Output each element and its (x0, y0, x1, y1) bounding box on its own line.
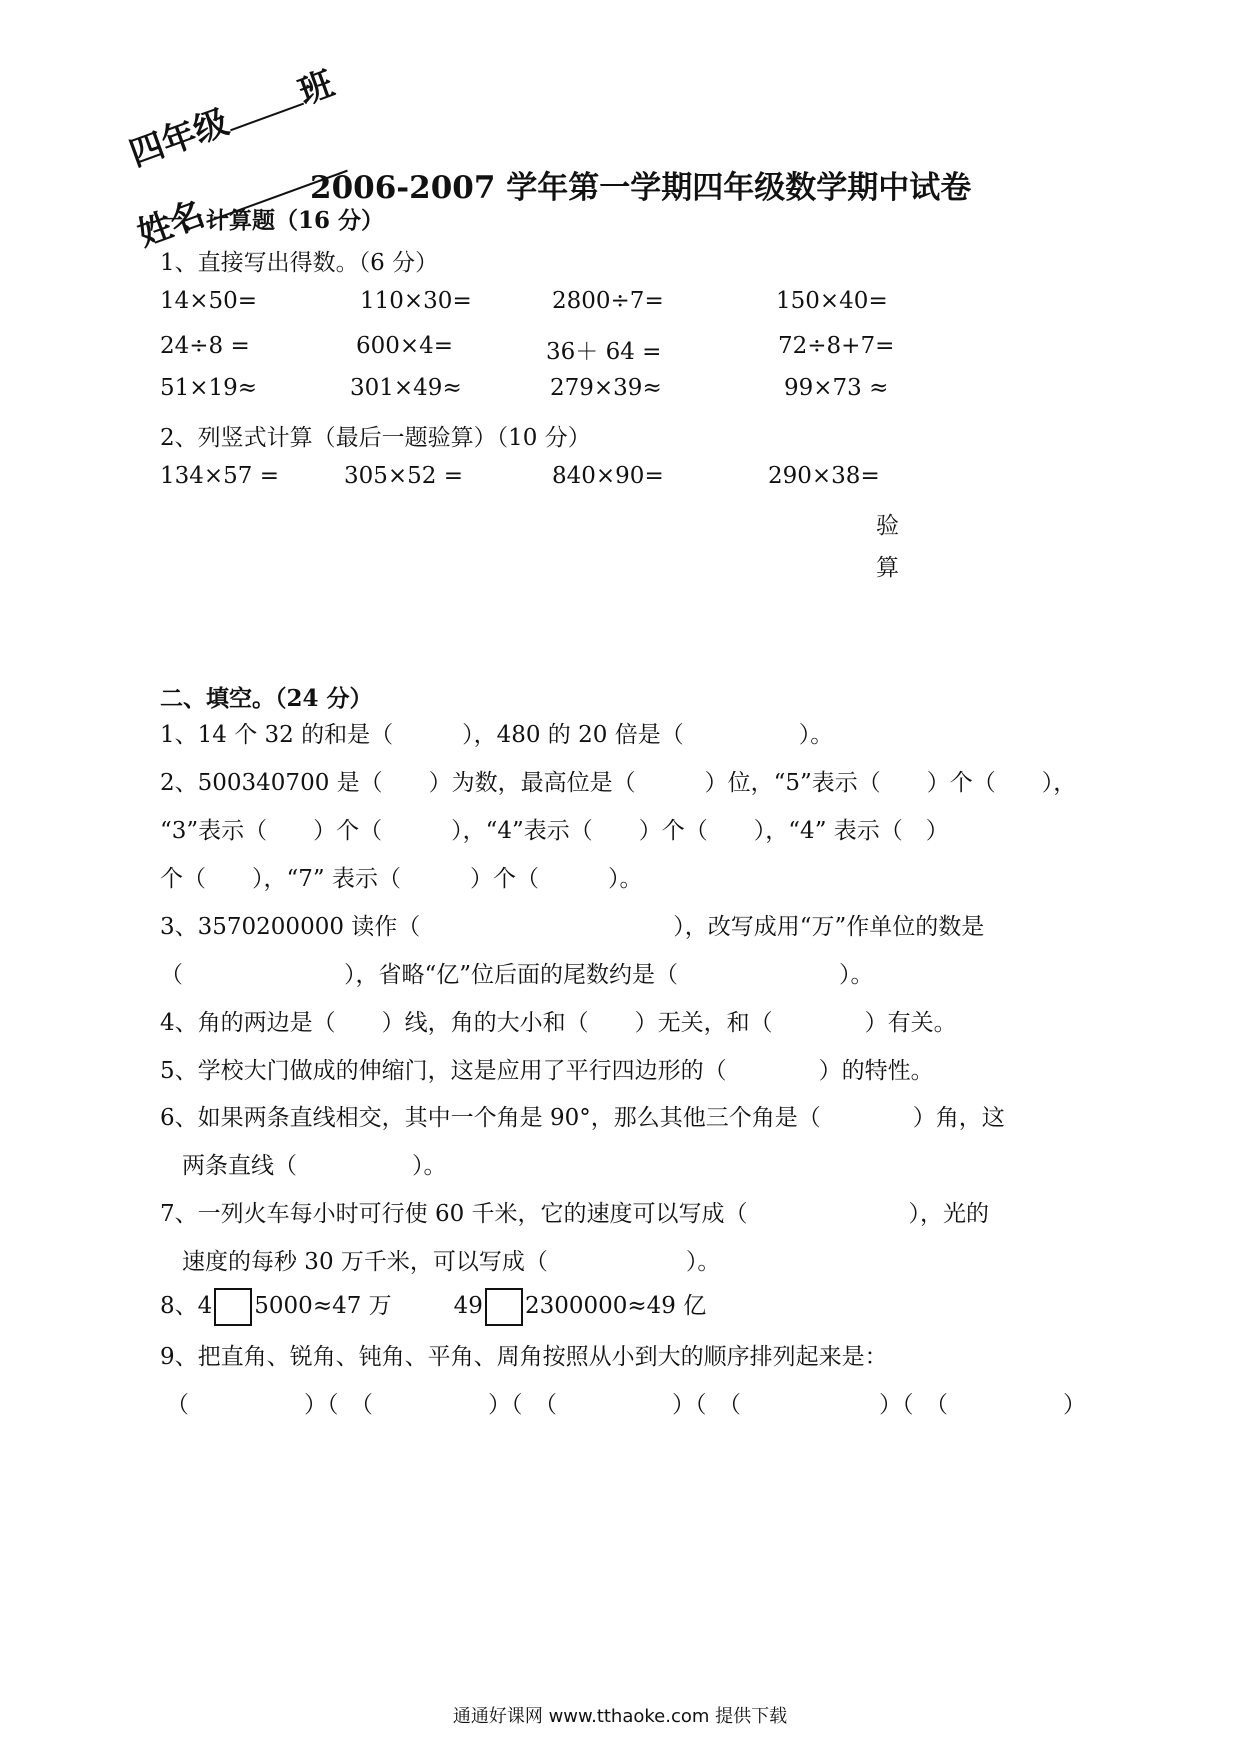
check-char-2: 算 (876, 555, 899, 581)
vertical-calc-1: 134×57 = (160, 463, 280, 489)
q8-a-box[interactable] (214, 1288, 252, 1326)
section2-heading: 二、填空。（24 分） (160, 685, 373, 712)
check-char-1: 验 (876, 513, 899, 539)
q8-b-box[interactable] (485, 1288, 523, 1326)
fill-line-10: 两条直线（ ）。 (182, 1153, 447, 1179)
fill-line-9: 6、如果两条直线相交，其中一个角是 90°，那么其他三个角是（ ）角，这 (160, 1105, 1005, 1131)
q8-a-pre: 8、4 (160, 1293, 213, 1319)
q8-a-post: 5000≈47 万 (254, 1293, 392, 1319)
name-label: 姓名 (132, 193, 210, 255)
q2-label: 2、列竖式计算（最后一题验算）（10 分） (160, 425, 591, 451)
q8-line (160, 1287, 706, 1326)
calc-r2c3: 99×73 ≈ (784, 375, 889, 401)
calc-r0c3: 150×40= (776, 288, 888, 314)
calc-r1c1: 600×4= (356, 333, 454, 359)
calc-r2c2: 279×39≈ (550, 375, 662, 401)
fill-line-3: “3”表示（ ）个（ ），“4”表示（ ）个（ ），“4” 表示（ ） (160, 818, 949, 844)
fill-line-6: （ ），省略“亿”位后面的尾数约是（ ）。 (160, 962, 874, 988)
calc-r0c0: 14×50= (160, 288, 258, 314)
fill-line-8: 5、学校大门做成的伸缩门，这是应用了平行四边形的（ ）的特性。 (160, 1058, 934, 1084)
class-label: 班 (293, 63, 340, 114)
calc-r2c1: 301×49≈ (350, 375, 462, 401)
class-blank (222, 80, 304, 131)
q9-line: 9、把直角、锐角、钝角、平角、周角按照从小到大的顺序排列起来是： (160, 1344, 888, 1370)
calc-r1c3: 72÷8+7= (778, 333, 895, 359)
fill-line-12: 速度的每秒 30 万千米，可以写成（ ）。 (182, 1249, 721, 1275)
page-title: 2006-2007 学年第一学期四年级数学期中试卷 (310, 170, 972, 206)
fill-line-5: 3、3570200000 读作（ ），改写成用“万”作单位的数是 (160, 914, 985, 940)
fill-line-11: 7、一列火车每小时可行使 60 千米，它的速度可以写成（ ），光的 (160, 1201, 990, 1227)
q8-b-pre: 49 (453, 1293, 483, 1319)
fill-line-4: 个（ ），“7” 表示（ ）个（ ）。 (160, 866, 643, 892)
calc-r1c2: 36＋ 64 = (546, 339, 662, 365)
vertical-calc-2: 305×52 = (344, 463, 464, 489)
calc-r0c1: 110×30= (360, 288, 472, 314)
fill-line-1: 1、14 个 32 的和是（ ），480 的 20 倍是（ ）。 (160, 722, 834, 748)
vertical-calc-4: 290×38= (768, 463, 880, 489)
section1-heading: 一、计算题（16 分） (160, 207, 385, 234)
grade-label: 四年级 (124, 102, 234, 175)
q1-label: 1、直接写出得数。（6 分） (160, 250, 439, 276)
calc-r1c0: 24÷8 = (160, 333, 250, 359)
vertical-calc-3: 840×90= (552, 463, 664, 489)
calc-r0c2: 2800÷7= (552, 288, 664, 314)
q9-blanks: （ ）（ （ ）（ （ ）（ （ ）（ （ ） (166, 1392, 1086, 1418)
calc-r2c0: 51×19≈ (160, 375, 258, 401)
footer-credit: 通通好课网 www.tthaoke.com 提供下载 (452, 1706, 788, 1727)
fill-line-7: 4、角的两边是（ ）线，角的大小和（ ）无关，和（ ）有关。 (160, 1010, 957, 1036)
q8-b-post: 2300000≈49 亿 (524, 1293, 707, 1319)
fill-line-2: 2、500340700 是（ ）为数，最高位是（ ）位，“5”表示（ ）个（ ）， (160, 770, 1077, 796)
